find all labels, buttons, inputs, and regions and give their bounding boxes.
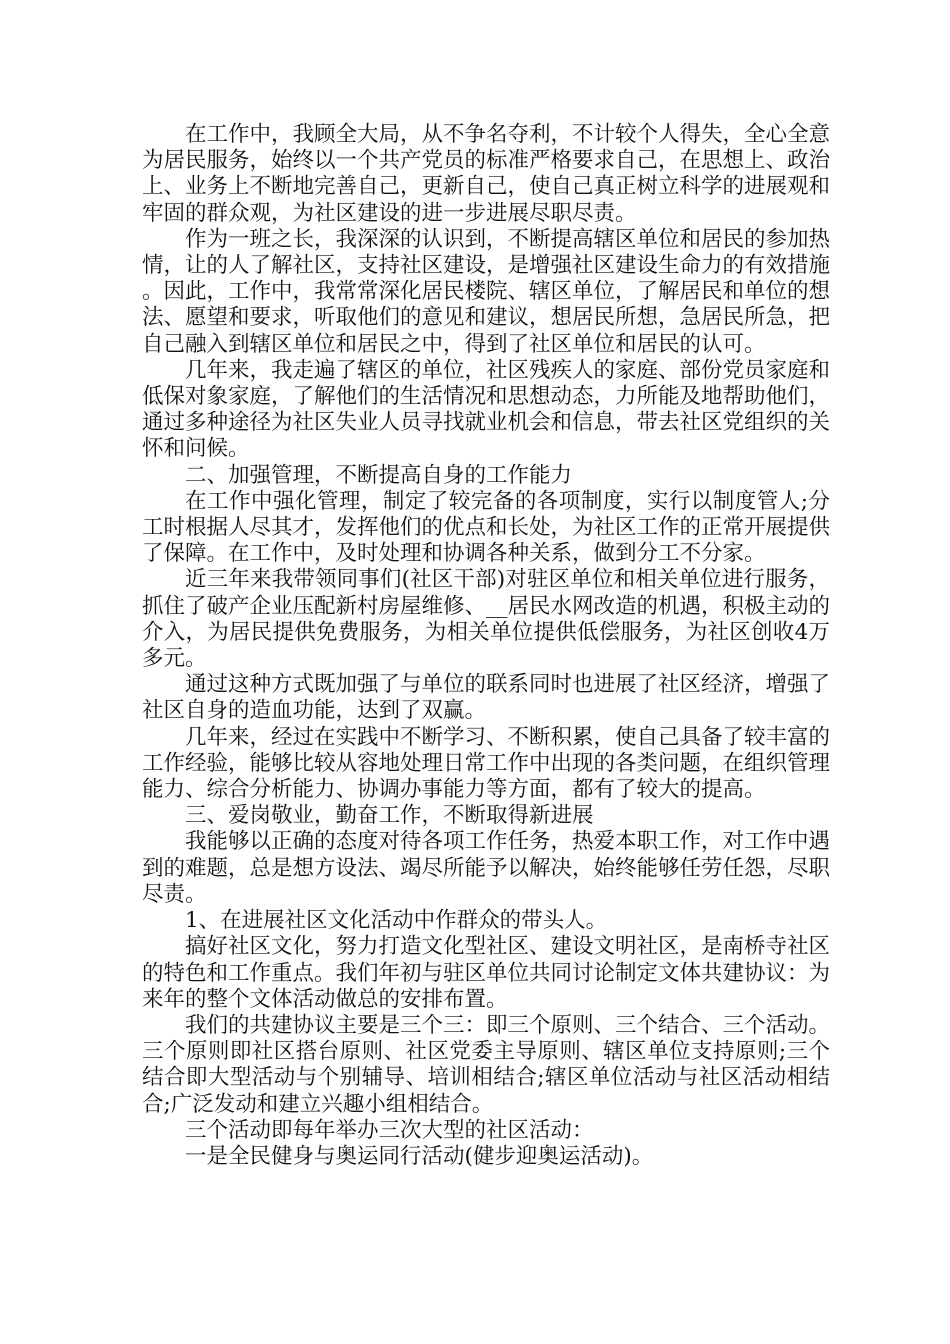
paragraph-4: 在工作中强化管理，制定了较完备的各项制度，实行以制度管人;分工时根据人尽其才，发挥他们的优点和长处，为社区工作的正常开展提供了保障。在工作中，及时处理和协调各种关系，做到分工不分家。 [142, 488, 831, 567]
paragraph-1: 在工作中，我顾全大局，从不争名夺利，不计较个人得失，全心全意为居民服务，始终以一个共产党员的标准严格要求自己，在思想上、政治上、业务上不断地完善自己，更新自己，使自己真正树立科学的进展观和牢固的群众观，为社区建设的进一步进展尽职尽责。 [142, 122, 831, 226]
paragraph-10: 我们的共建协议主要是三个三：即三个原则、三个结合、三个活动。三个原则即社区搭台原则、社区党委主导原则、辖区单位支持原则;三个结合即大型活动与个别辅导、培训相结合;辖区单位活动与社区活动相结合;广泛发动和建立兴趣小组相结合。 [142, 1012, 831, 1117]
paragraph-7: 几年来，经过在实践中不断学习、不断积累，使自己具备了较丰富的工作经验，能够比较从容地处理日常工作中出现的各类问题，在组织管理能力、综合分析能力、协调办事能力等方面，都有了较大的提高。 [142, 724, 831, 803]
subheading-1: 1、在进展社区文化活动中作群众的带头人。 [185, 908, 608, 934]
paragraph-2: 作为一班之长，我深深的认识到，不断提高辖区单位和居民的参加热情，让的人了解社区，支持社区建设，是增强社区建设生命力的有效措施。因此，工作中，我常常深化居民楼院、辖区单位，了解居民和单位的想法、愿望和要求，听取他们的意见和建议，想居民所想，急居民所急，把自己融入到辖区单位和居民之中，得到了社区单位和居民的认可。 [142, 226, 831, 357]
paragraph-8: 我能够以正确的态度对待各项工作任务，热爱本职工作，对工作中遇到的难题，总是想方设法、竭尽所能予以解决，始终能够任劳任怨，尽职尽责。 [142, 829, 831, 907]
document-body [142, 122, 830, 1170]
paragraph-6: 通过这种方式既加强了与单位的联系同时也进展了社区经济，增强了社区自身的造血功能，达到了双赢。 [142, 672, 831, 724]
section-heading-2: 二、加强管理，不断提高自身的工作能力 [185, 462, 573, 488]
section-heading-3: 三、爱岗敬业，勤奋工作，不断取得新进展 [185, 803, 594, 829]
paragraph-3: 几年来，我走遍了辖区的单位，社区残疾人的家庭、部份党员家庭和低保对象家庭，了解他们的生活情况和思想动态，力所能及地帮助他们，通过多种途径为社区失业人员寻找就业机会和信息，带去社区党组织的关怀和问候。 [142, 357, 831, 462]
paragraph-5: 近三年来我带领同事们(社区干部)对驻区单位和相关单位进行服务，抓住了破产企业压配新村房屋维修、__居民水网改造的机遇，积极主动的介入，为居民提供免费服务，为相关单位提供低偿服务，为社区创收4万多元。 [142, 567, 831, 672]
paragraph-11: 三个活动即每年举办三次大型的社区活动： [185, 1117, 594, 1143]
paragraph-12: 一是全民健身与奥运同行活动(健步迎奥运活动)。 [185, 1143, 654, 1169]
paragraph-9: 搞好社区文化，努力打造文化型社区、建设文明社区，是南桥寺社区的特色和工作重点。我们年初与驻区单位共同讨论制定文体共建协议：为来年的整个文体活动做总的安排布置。 [142, 934, 831, 1012]
